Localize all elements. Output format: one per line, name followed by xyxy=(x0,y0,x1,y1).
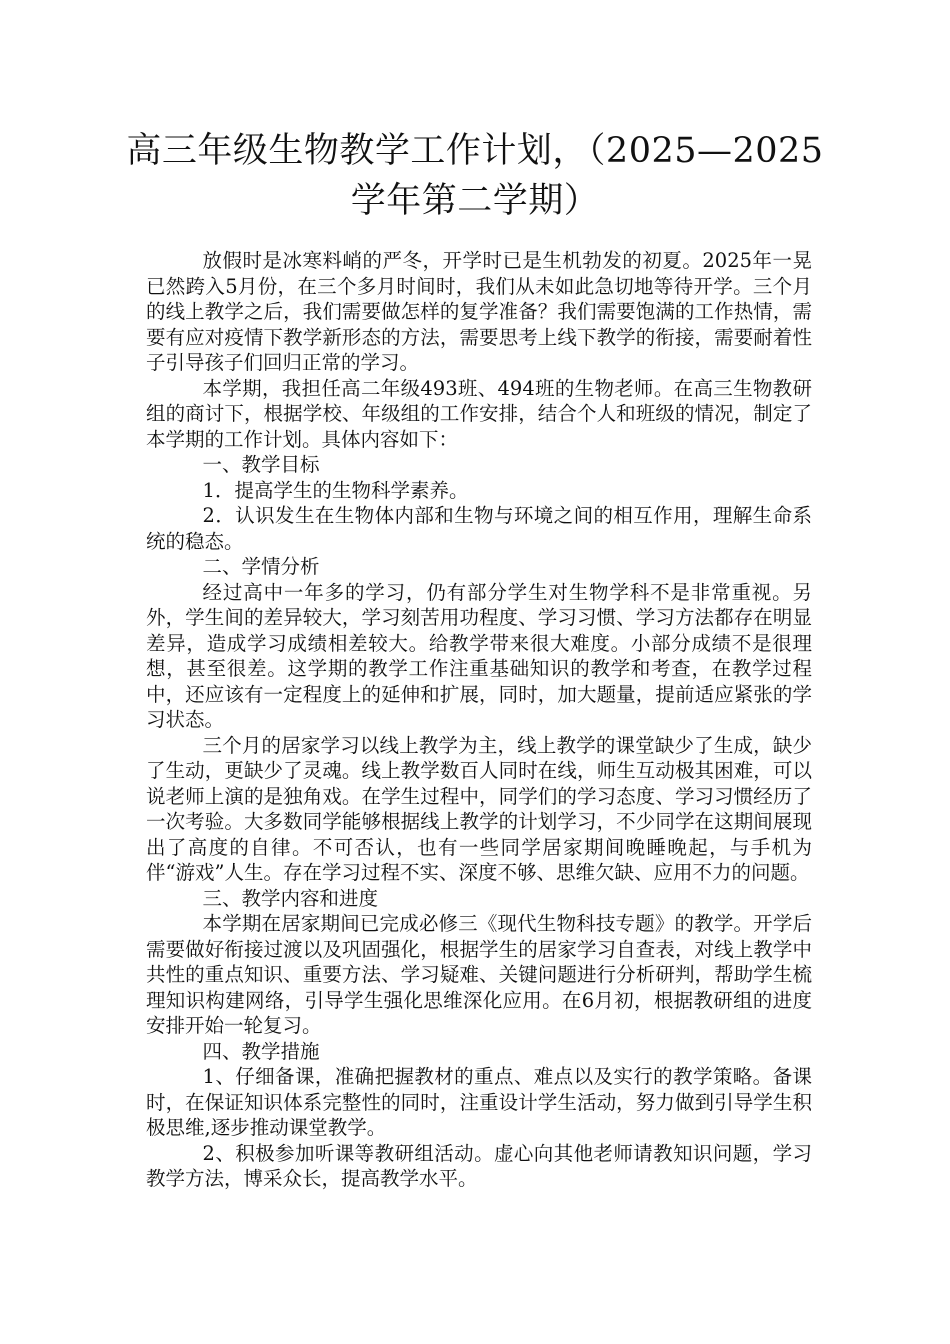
paragraph-analysis-2: 三个月的居家学习以线上教学为主，线上教学的课堂缺少了生成，缺少了生动，更缺少了灵魂。线上教学数百人同时在线，师生互动极其困难，可以说老师上演的是独角戏。在学生过程中，同学们的学习态度、学习习惯经历了一次考验。大多数同学能够根据线上教学的计划学习，不少同学在这期间展现出了高度的自律。不可否认，也有一些同学居家期间晚睡晚起，与手机为伴“游戏”人生。存在学习过程不实、深度不够、思维欠缺、应用不力的问题。 xyxy=(146,733,812,884)
paragraph-content: 本学期在居家期间已完成必修三《现代生物科技专题》的教学。开学后需要做好衔接过渡以及巩固强化，根据学生的居家学习自查表，对线上教学中共性的重点知识、重要方法、学习疑难、关键问题进行分析研判，帮助学生梳理知识构建网络，引导学生强化思维深化应用。在6月初，根据教研组的进度安排开始一轮复习。 xyxy=(146,912,812,1037)
section-heading-content: 三、教学内容和进度 xyxy=(202,886,379,910)
paragraph-analysis-1: 经过高中一年多的学习，仍有部分学生对生物学科不是非常重视。另外，学生间的差异较大，学习刻苦用功程度、学习习惯、学习方法都存在明显差异，造成学习成绩相差较大。给教学带来很大难度。小部分成绩不是很理想，甚至很差。这学期的教学工作注重基础知识的教学和考查，在教学过程中，还应该有一定程度上的延伸和扩展，同时，加大题量，提前适应紧张的学习状态。 xyxy=(146,580,812,731)
section-heading-analysis: 二、学情分析 xyxy=(202,555,320,578)
measure-item-1: 1、仔细备课，准确把握教材的重点、难点以及实行的教学策略。备课时，在保证知识体系完整性的同时，注重设计学生活动，努力做到引导学生积极思维,逐步推动课堂教学。 xyxy=(146,1065,812,1139)
paragraph-semester: 本学期，我担任高二年级493班、494班的生物老师。在高三生物教研组的商讨下，根据学校、年级组的工作安排，结合个人和班级的情况，制定了本学期的工作计划。具体内容如下： xyxy=(146,376,812,451)
title-line-1: 高三年级生物教学工作计划，（2025—2025 xyxy=(126,131,824,171)
section-heading-goals: 一、教学目标 xyxy=(202,453,320,476)
title-line-2: 学年第二学期） xyxy=(350,181,600,221)
document-body xyxy=(146,248,812,1192)
goal-item-1: 1．提高学生的生物科学素养。 xyxy=(202,478,469,502)
paragraph-intro: 放假时是冰寒料峭的严冬，开学时已是生机勃发的初夏。2025年一晃已然跨入5月份，在三个多月时间时，我们从未如此急切地等待开学。三个月的线上教学之后，我们需要做怎样的复学准备？我们需要饱满的工作热情，需要有应对疫情下教学新形态的方法，需要思考上线下教学的衔接，需要耐着性子引导孩子们回归正常的学习。 xyxy=(146,249,812,374)
section-heading-measures: 四、教学措施 xyxy=(202,1039,320,1063)
document-title xyxy=(120,126,830,226)
measure-item-2: 2、积极参加听课等教研组活动。虚心向其他老师请教知识问题，学习教学方法，博采众长，提高教学水平。 xyxy=(146,1141,812,1190)
goal-item-2: 2．认识发生在生物体内部和生物与环境之间的相互作用，理解生命系统的稳态。 xyxy=(146,504,812,553)
